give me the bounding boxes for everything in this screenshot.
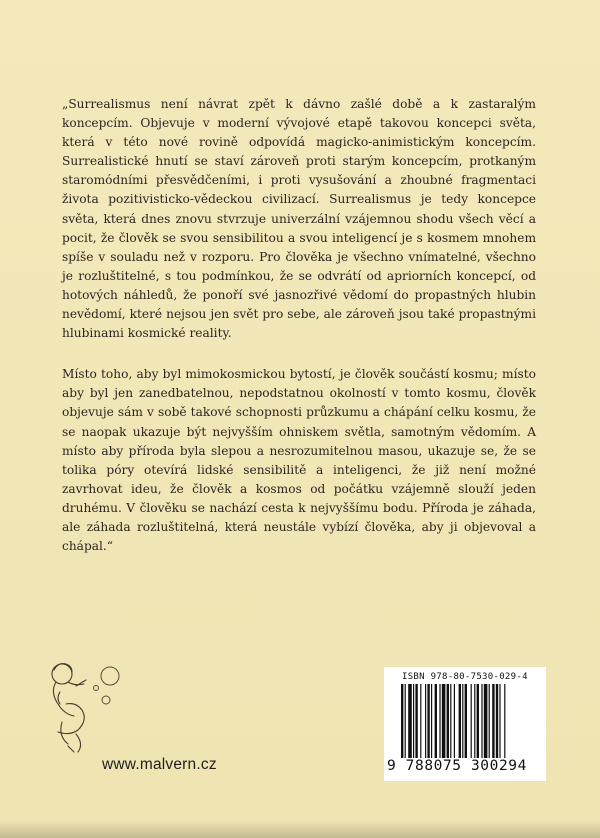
barcode-bar [439,684,440,758]
barcode-bar [454,684,455,758]
child-blowing-bubbles-icon [46,652,146,760]
barcode-bar [413,684,414,758]
barcode-bar [481,684,482,758]
barcode-bar [450,684,451,758]
barcode-bar [431,684,432,758]
barcode-bar [489,684,490,758]
barcode-bar [496,684,498,758]
barcode-bar [435,684,437,758]
barcode-bar [425,684,426,758]
barcode-bar [447,684,449,758]
barcode-bar [471,684,472,758]
barcode-bar [442,684,446,758]
barcode-bar [427,684,429,758]
blurb-text [62,95,536,578]
barcode-bar [474,684,475,758]
barcode-bar [504,684,505,758]
barcode-digits: 9 788075 300294 [387,758,527,774]
barcode-bar [420,684,421,758]
barcode-bar [462,684,463,758]
barcode-bar [484,684,488,758]
barcode-bar [492,684,494,758]
blurb-paragraph-1: „Surrealismus není návrat zpět k dávno zašlé době a k zastaralým koncepcím. Objevuje v moderní vývojové etapě takovou koncepci světa, která v této nové rovině odpovídá magicko-animistickým koncepcím. Surrealistické hnutí se staví zároveň proti starým koncepcím, protkaným staromódními přesvědčeními, i proti vysušování a zhoubné fragmentaci života pozitivisticko-vědeckou civilizací. Surrealismus je tedy koncepce světa, která dnes znovu stvrzuje univerzální vzájemnou shodu všech věcí a pocit, že člověk se svou sensibilitou a svou inteligencí je s kosmem mnohem spíše v souladu než v rozporu. Pro člověka je všechno vnímatelné, všechno je rozluštitelné, s tou podmínkou, že se odvrátí od apriorních koncepcí, od hotových náhledů, že ponoří své jasnozřivé vědomí do propastných hlubin nevědomí, které nejsou jen svět pro sebe, ale zároveň jsou také propastnými hlubinami kosmické reality. [62,97,536,341]
barcode-bar [477,684,479,758]
bottom-shadow [0,820,600,838]
barcode-icon [401,684,537,758]
barcode-bar [408,684,412,758]
barcode-bar [415,684,417,758]
barcode-bar [401,684,403,758]
barcode-bar [459,684,461,758]
blurb-paragraph-2: Místo toho, aby byl mimokosmickou bytostí, je člověk součástí kosmu; místo aby byl jen zanedbatelnou, nepodstatnou okolností v tomto kosmu, člověk objevuje sám v sobě takové schopnosti průzkumu a chápání celku kosmu, že se naopak ukazuje být nejvyšším ohniskem světla, samotným vědomím. A místo aby příroda byla slepou a nesrozumitelnou masou, ukazuje se, že se tolika póry otevírá lidské sensibilitě a inteligenci, že již není možné zavrhovat ideu, že člověk a kosmos od počátku vzájemně slouží jeden druhému. V člověku se nachází cesta k nejvyššímu bodu. Příroda je záhada, ale záhada rozluštitelná, která neustále vybízí člověka, aby ji objevoval a chápal.“ [62,367,536,554]
barcode-bar [465,684,467,758]
publisher-url: www.malvern.cz [102,756,217,773]
barcode-bar [499,684,500,758]
isbn-label: ISBN 978-80-7530-029-4 [402,672,528,682]
barcode-bar [405,684,406,758]
